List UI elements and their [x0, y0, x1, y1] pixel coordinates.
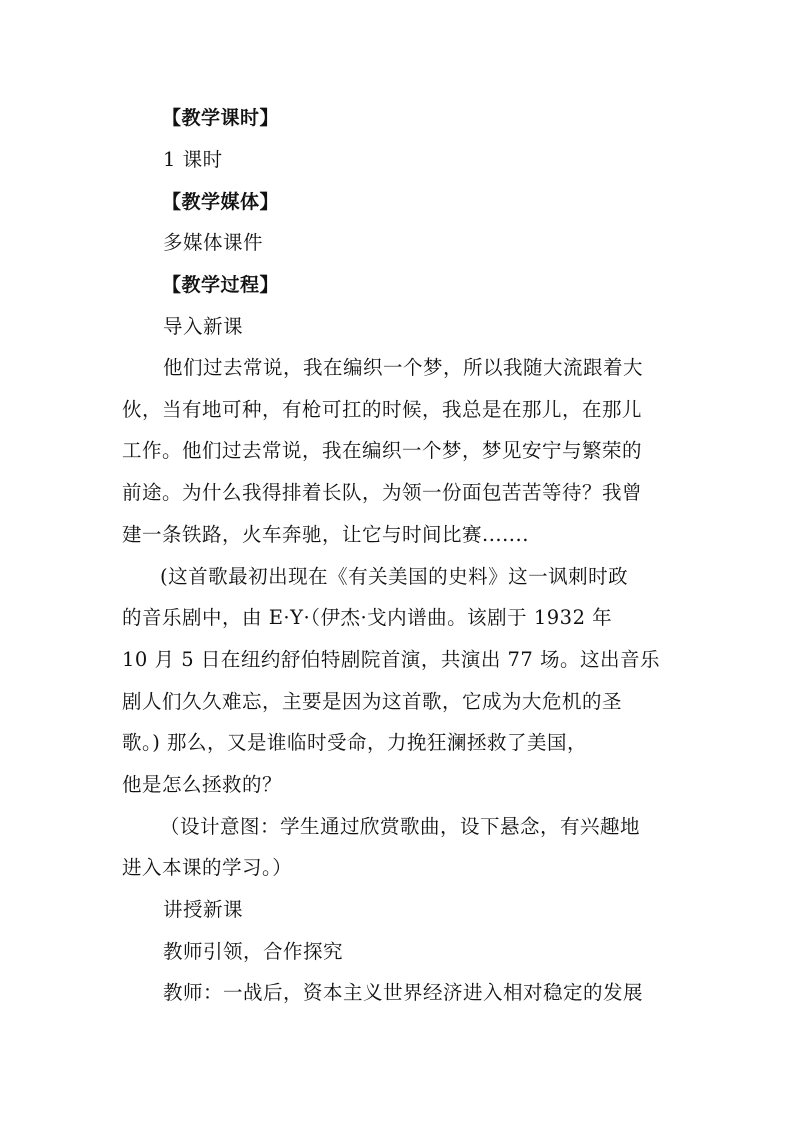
text-hours: 1 课时	[163, 148, 223, 171]
paragraph-line: 教师：一战后，资本主义世界经济进入相对稳定的发展	[163, 981, 644, 1004]
paragraph-line: 10 月 5 日在纽约舒伯特剧院首演，共演出 77 场。这出音乐	[122, 648, 661, 671]
paragraph-line: 前途。为什么我得排着长队，为领一份面包苦苦等待？我曾	[122, 481, 643, 504]
text-media: 多媒体课件	[163, 231, 264, 254]
paragraph-line: 工作。他们过去常说，我在编织一个梦，梦见安宁与繁荣的	[122, 439, 643, 462]
paragraph-line: 的音乐剧中，由 E·Y·（伊杰·戈内谱曲。该剧于 1932 年	[122, 606, 613, 629]
heading-teaching-process: 【教学过程】	[162, 274, 280, 296]
paragraph-line: 进入本课的学习。）	[122, 856, 293, 879]
text-intro-title: 导入新课	[163, 315, 244, 338]
heading-teaching-media: 【教学媒体】	[162, 191, 280, 213]
paragraph-line: 歌。) 那么，又是谁临时受命，力挽狂澜拯救了美国，	[122, 731, 588, 754]
paragraph-line: (这首歌最初出现在《有关美国的史料》这一讽刺时政	[160, 565, 629, 588]
text-new-lesson-title: 讲授新课	[163, 898, 244, 921]
paragraph-line: （设计意图：学生通过欣赏歌曲，设下悬念，有兴趣地	[160, 815, 641, 838]
paragraph-line: 他是怎么拯救的？	[122, 773, 283, 796]
heading-teaching-hours: 【教学课时】	[162, 107, 280, 129]
paragraph-line: 伙，当有地可种，有枪可扛的时候，我总是在那儿，在那儿	[122, 398, 643, 421]
text-guided-inquiry: 教师引领，合作探究	[163, 940, 344, 963]
paragraph-line: 他们过去常说，我在编织一个梦，所以我随大流跟着大	[163, 356, 644, 379]
paragraph-line: 建一条铁路，火车奔驰，让它与时间比赛.......	[122, 523, 529, 546]
paragraph-line: 剧人们久久难忘，主要是因为这首歌，它成为大危机的圣	[122, 690, 623, 713]
